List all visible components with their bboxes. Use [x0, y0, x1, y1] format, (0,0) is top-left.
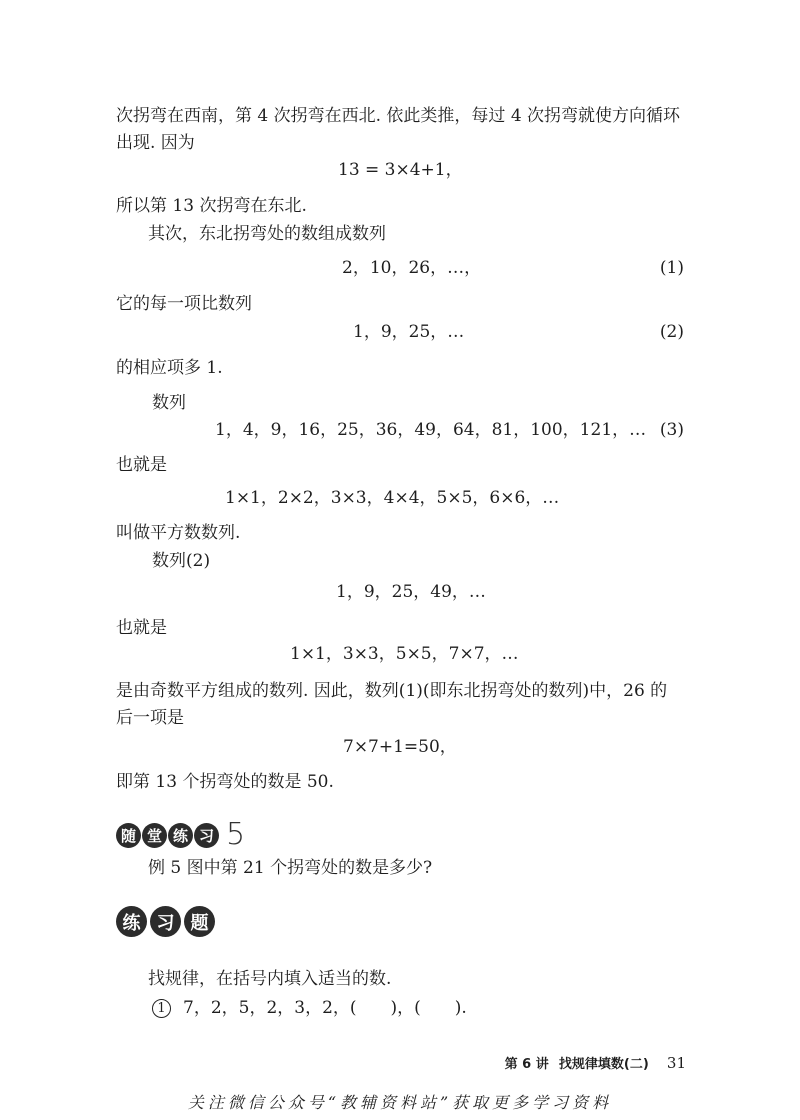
- sequence-6: 1×1，3×3，5×5，7×7，…: [290, 644, 519, 664]
- exercise-item-text: 7，2，5，2，3，2，( )，( ).: [183, 998, 467, 1018]
- exercises-heading: [116, 906, 218, 937]
- paragraph-line: 的相应项多 1.: [116, 358, 223, 378]
- page-footer: [505, 1054, 686, 1074]
- practice-heading: [116, 817, 246, 852]
- paragraph-line: 即第 13 个拐弯处的数是 50.: [116, 772, 334, 792]
- heading-char-badge: 练: [168, 823, 193, 848]
- paragraph-line: 其次，东北拐弯处的数组成数列: [148, 224, 386, 244]
- paragraph-line: 它的每一项比数列: [116, 294, 252, 314]
- equation-number: (2): [659, 322, 684, 342]
- heading-char-badge: 习: [194, 823, 219, 848]
- watermark: 关注微信公众号“教辅资料站”获取更多学习资料: [187, 1093, 613, 1112]
- practice-number: 5: [226, 817, 246, 852]
- footer-title: 找规律填数(二): [558, 1057, 649, 1072]
- equation-number: (1): [659, 258, 684, 278]
- equation: 13 = 3×4+1，: [338, 160, 463, 180]
- practice-question: 例 5 图中第 21 个拐弯处的数是多少?: [148, 858, 433, 878]
- equation: 7×7+1=50，: [343, 737, 457, 757]
- sequence-4: 1×1，2×2，3×3，4×4，5×5，6×6，…: [225, 488, 560, 508]
- paragraph-line: 也就是: [116, 455, 167, 475]
- sequence-2: 1，9，25，…: [353, 322, 465, 342]
- sequence-1: 2，10，26，…，: [342, 258, 482, 278]
- heading-char-badge: 题: [184, 906, 215, 937]
- sequence-3: 1，4，9，16，25，36，49，64，81，100，121，…: [215, 420, 647, 440]
- equation-number: (3): [659, 420, 684, 440]
- paragraph-line: 数列: [152, 393, 186, 413]
- paragraph-line: 后一项是: [116, 708, 184, 728]
- heading-char-badge: 习: [150, 906, 181, 937]
- footer-section: 第 6 讲: [504, 1057, 549, 1072]
- paragraph-line: 次拐弯在西南，第 4 次拐弯在西北. 依此类推，每过 4 次拐弯就使方向循环: [116, 106, 681, 126]
- sequence-5: 1，9，25，49，…: [336, 582, 486, 602]
- paragraph-line: 叫做平方数数列.: [116, 523, 241, 543]
- exercise-item-1: [152, 996, 467, 1020]
- paragraph-line: 数列(2): [152, 551, 211, 571]
- circled-number: 1: [152, 999, 171, 1018]
- paragraph-line: 是由奇数平方组成的数列. 因此，数列(1)(即东北拐弯处的数列)中，26 的: [116, 681, 668, 701]
- heading-char-badge: 堂: [142, 823, 167, 848]
- exercise-instruction: 找规律，在括号内填入适当的数.: [148, 969, 392, 989]
- paragraph-line: 也就是: [116, 618, 167, 638]
- heading-char-badge: 练: [116, 906, 147, 937]
- paragraph-line: 出现. 因为: [116, 133, 195, 153]
- page-number: 31: [666, 1054, 686, 1072]
- paragraph-line: 所以第 13 次拐弯在东北.: [116, 196, 307, 216]
- heading-char-badge: 随: [116, 823, 141, 848]
